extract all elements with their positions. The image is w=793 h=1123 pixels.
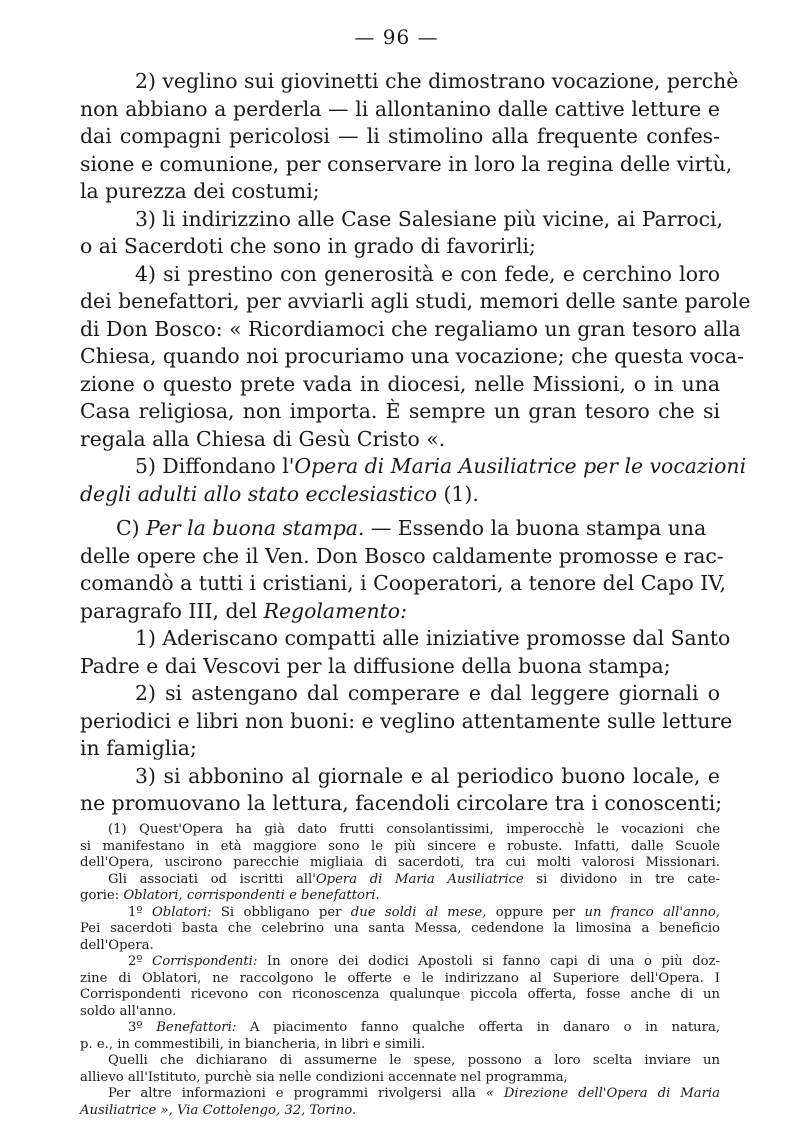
text-line [80, 598, 720, 626]
text-line [80, 481, 720, 509]
page-number: — 96 — [354, 25, 439, 49]
footnote-line [80, 872, 720, 889]
footnote-line [80, 1103, 720, 1120]
footnote-line: (1) Quest'Opera ha già dato frutti consolantissimi, imperocchè le vocazioni che [108, 822, 720, 837]
text-line: dei benefattori, per avviarli agli studi, memori delle sante parole [80, 289, 751, 313]
text-line: 4) si prestino con generosità e con fede, e cerchino loro [135, 261, 720, 286]
text-line: in famiglia; [80, 736, 197, 760]
footnote-line: p. e., in commestibili, in biancheria, in libri e simili. [80, 1036, 426, 1052]
text-run: si dividono in tre cate- [523, 871, 721, 887]
text-line: 2) si astengano dal comperare e dal leggere giornali o [135, 681, 720, 705]
italic-run: Opera di Maria Ausiliatrice per le vocazioni [294, 454, 747, 478]
text-line: 1) Aderiscano compatti alle iniziative promosse dal Santo [135, 626, 731, 650]
text-line: la purezza dei costumi; [80, 179, 320, 203]
text-run: oppure per [486, 904, 585, 920]
italic-run: Corrispondenti: [152, 954, 258, 969]
footnote-line [80, 954, 720, 971]
text-line: Chiesa, quando noi procuriamo una vocazione; che questa voca- [80, 344, 745, 368]
footnote-line [80, 905, 720, 922]
italic-run: Ausiliatrice », [80, 1102, 173, 1118]
text-run: gorie: [80, 888, 124, 903]
text-line: comandò a tutti i cristiani, i Cooperatori, a tenore del Capo IV, [80, 571, 727, 595]
text-run: Gli associati od iscritti all' [108, 871, 316, 887]
italic-run: Oblatori, corrispondenti e benefattori. [123, 888, 380, 903]
footnote-line: Quelli che dichiarano di assumerne le spese, possono a loro scelta inviare un [108, 1053, 720, 1068]
text-run: Per altre informazioni e programmi rivolgersi alla [108, 1086, 486, 1101]
text-run: A piacimento fanno qualche offerta in danaro o in natura, [236, 1020, 720, 1035]
text-run: In onore dei dodici Apostoli si fanno capi di una o più doz- [257, 954, 720, 969]
italic-run: Via Cottolengo, 32, Torino. [172, 1102, 357, 1118]
italic-run: Oblatori: [151, 904, 212, 920]
text-line: 3) li indirizzino alle Case Salesiane più vicine, ai Parroci, [135, 206, 724, 231]
footnote-line: allievo all'Istituto, purchè sia nelle condizioni accennate nel programma, [80, 1069, 568, 1085]
text-line: 3) si abbonino al giornale e al periodico buono locale, e [135, 763, 720, 788]
text-line: periodici e libri non buoni: e veglino attentamente sulle letture [80, 708, 733, 733]
footnote-line: Corrispondenti ricevono con riconoscenza qualunque piccola offerta, fosse anche di un [80, 987, 720, 1002]
text-line: Padre e dai Vescovi per la diffusione della buona stampa; [80, 653, 671, 678]
footnote-line: zine di Oblatori, ne raccolgono le offerte e le indirizzano al Superiore dell'Opera. I [80, 970, 720, 986]
body-text [80, 68, 751, 818]
text-run: Si obbligano per [211, 904, 351, 920]
text-run: 2º [128, 954, 153, 969]
footnote-line [80, 1020, 720, 1037]
italic-run: « Direzione dell'Opera di Maria [485, 1086, 721, 1101]
footnote-line: si manifestano in età maggiore sono le più sincere e robuste. Infatti, dalle Scuole [80, 838, 720, 854]
text-line: delle opere che il Ven. Don Bosco caldamente promosse e rac- [80, 543, 724, 568]
text-line: dai compagni pericolosi — li stimolino alla frequente confes- [80, 124, 720, 148]
text-line: ne promuovano la lettura, facendoli circolare tra i conoscenti; [80, 791, 723, 815]
text-run: C) [116, 516, 147, 540]
italic-run: Per la buona stampa. [146, 516, 365, 540]
footnote-line: dell'Opera. [80, 937, 154, 953]
text-run: 1º [128, 904, 152, 920]
italic-run: Benefattori: [156, 1020, 237, 1035]
text-run: 3º [128, 1020, 157, 1035]
section-heading-line [80, 515, 720, 543]
text-line: sione e comunione, per conservare in loro la regina delle virtù, [80, 151, 733, 176]
text-line [80, 453, 747, 481]
text-run: — Essendo la buona stampa una [364, 516, 707, 540]
text-run: paragrafo III, del [80, 598, 264, 623]
footnote-line [80, 888, 720, 905]
text-line: zione o questo prete vada in diocesi, nelle Missioni, o in una [80, 371, 720, 396]
text-line: Casa religiosa, non importa. È sempre un gran tesoro che si [80, 399, 720, 423]
italic-run: Opera di Maria Ausiliatrice [315, 871, 524, 887]
text-line: o ai Sacerdoti che sono in grado di favorirli; [80, 234, 536, 258]
text-line: regala alla Chiesa di Gesù Cristo «. [80, 426, 446, 451]
text-run: 5) Diffondano l' [135, 454, 295, 478]
footnote-line: dell'Opera, uscirono parecchie migliaia di sacerdoti, tra cui molti valorosi Missionari. [80, 855, 720, 870]
text-line: 2) veglino sui giovinetti che dimostrano vocazione, perchè [135, 69, 739, 93]
italic-run: due soldi al mese, [350, 904, 487, 920]
text-run: (1). [437, 481, 479, 506]
footnote-line [80, 1086, 720, 1103]
footnote-line: soldo all'anno. [80, 1003, 177, 1019]
text-line: non abbiano a perderla — li allontanino dalle cattive letture e [80, 96, 720, 121]
italic-run: un franco all'anno, [584, 904, 720, 920]
italic-run: degli adulti allo stato ecclesiastico [80, 481, 437, 506]
text-line: di Don Bosco: « Ricordiamoci che regaliamo un gran tesoro alla [80, 316, 741, 341]
footnotes [80, 822, 720, 1119]
italic-run: Regolamento: [263, 598, 407, 623]
footnote-line: Pei sacerdoti basta che celebrino una santa Messa, cedendone la limosina a beneficio [80, 921, 720, 936]
